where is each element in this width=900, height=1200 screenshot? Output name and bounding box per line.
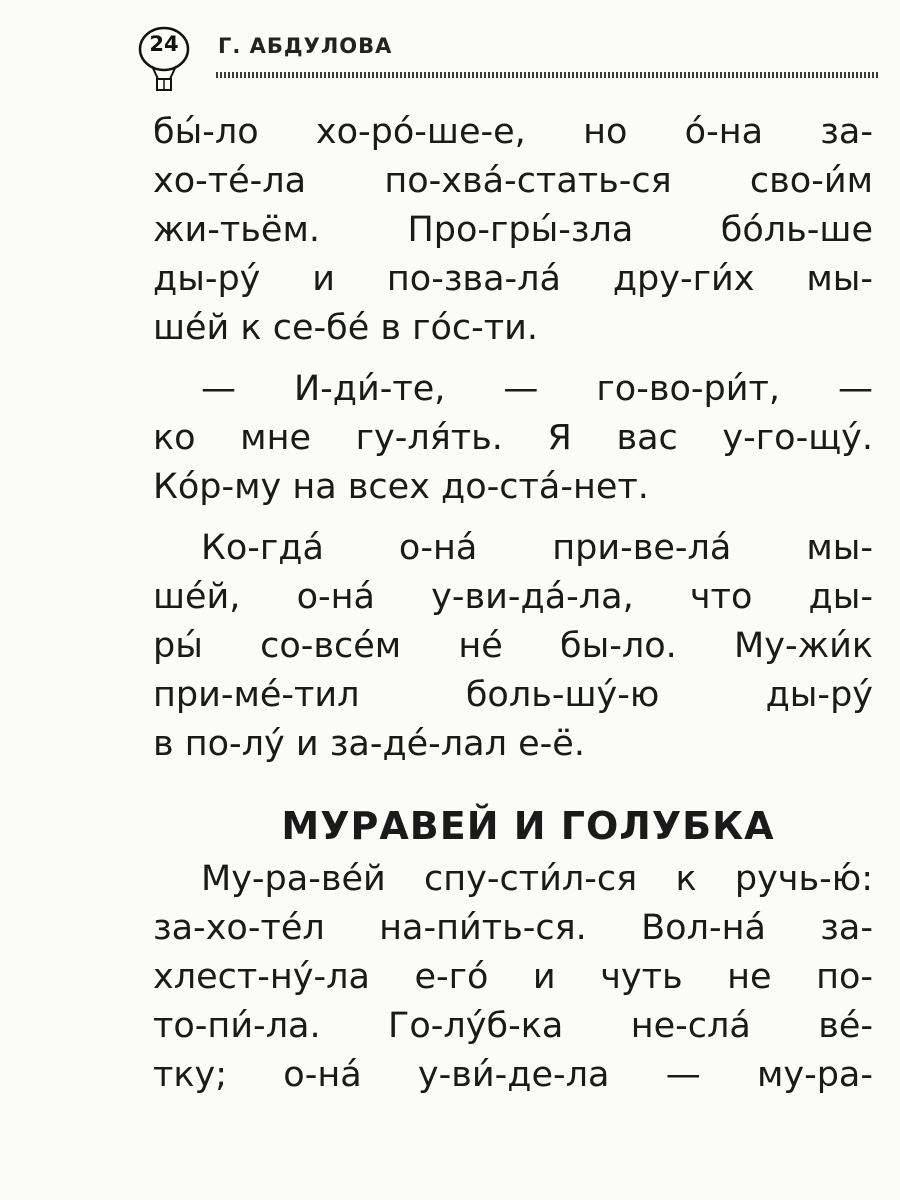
text-line: Ко́р-му на всех до-ста́-нет.	[153, 467, 649, 507]
text-line: Ко-гда́ о-на́ при-ве-ла́ мы-	[201, 528, 873, 568]
paragraph	[153, 365, 873, 414]
text-line: хлест-ну́-ла е-го́ и чуть не по-	[153, 957, 873, 997]
header-rule	[216, 72, 880, 78]
text-line: то-пи́-ла. Го-лу́б-ка не-сла́ ве́-	[153, 1006, 873, 1046]
author-name: Г. АБДУЛОВА	[218, 34, 393, 58]
text-line: ры́ со-все́м не́ бы-ло. Му-жи́к	[153, 626, 873, 666]
page-number: 24	[149, 32, 179, 56]
text-line: бы́-ло хо-ро́-ше-е, но о́-на за-	[153, 112, 873, 152]
text-line: — И-ди́-те, — го-во-ри́т, —	[201, 369, 873, 409]
text-line: Му-ра-ве́й спу-сти́л-ся к ручь-ю́:	[201, 859, 873, 899]
text-line: за-хо-те́л на-пи́ть-ся. Вол-на́ за-	[153, 908, 873, 948]
text-line: в по-лу́ и за-де́-лал е-ё.	[153, 724, 585, 764]
text-line: при-ме́-тил боль-шу́-ю ды-ру́	[153, 675, 873, 715]
text-line: тку; о-на́ у-ви́-де-ла — му-ра-	[153, 1055, 873, 1095]
text-line: хо-те́-ла по-хва́-стать-ся сво-и́м	[153, 161, 873, 201]
paragraph	[153, 524, 873, 573]
paragraph-continuation	[153, 904, 873, 1100]
text-line: ше́й к се-бе́ в го́с-ти.	[153, 308, 539, 348]
paragraph-continuation	[153, 414, 873, 512]
text-body	[153, 108, 873, 1100]
paragraph-continuation	[153, 573, 873, 769]
text-line: ко мне гу-ля́ть. Я вас у-го-щу́.	[153, 418, 873, 458]
text-line: ше́й, о-на́ у-ви-да́-ла, что ды-	[153, 577, 873, 617]
paragraph	[153, 108, 873, 353]
text-line: ды-ру́ и по-зва-ла́ дру-ги́х мы-	[153, 259, 873, 299]
story-title: МУРАВЕЙ И ГОЛУБКА	[281, 804, 775, 848]
paragraph	[153, 855, 873, 904]
page-header	[130, 20, 890, 90]
text-line: жи-тьём. Про-гры́-зла бо́ль-ше	[153, 210, 873, 250]
